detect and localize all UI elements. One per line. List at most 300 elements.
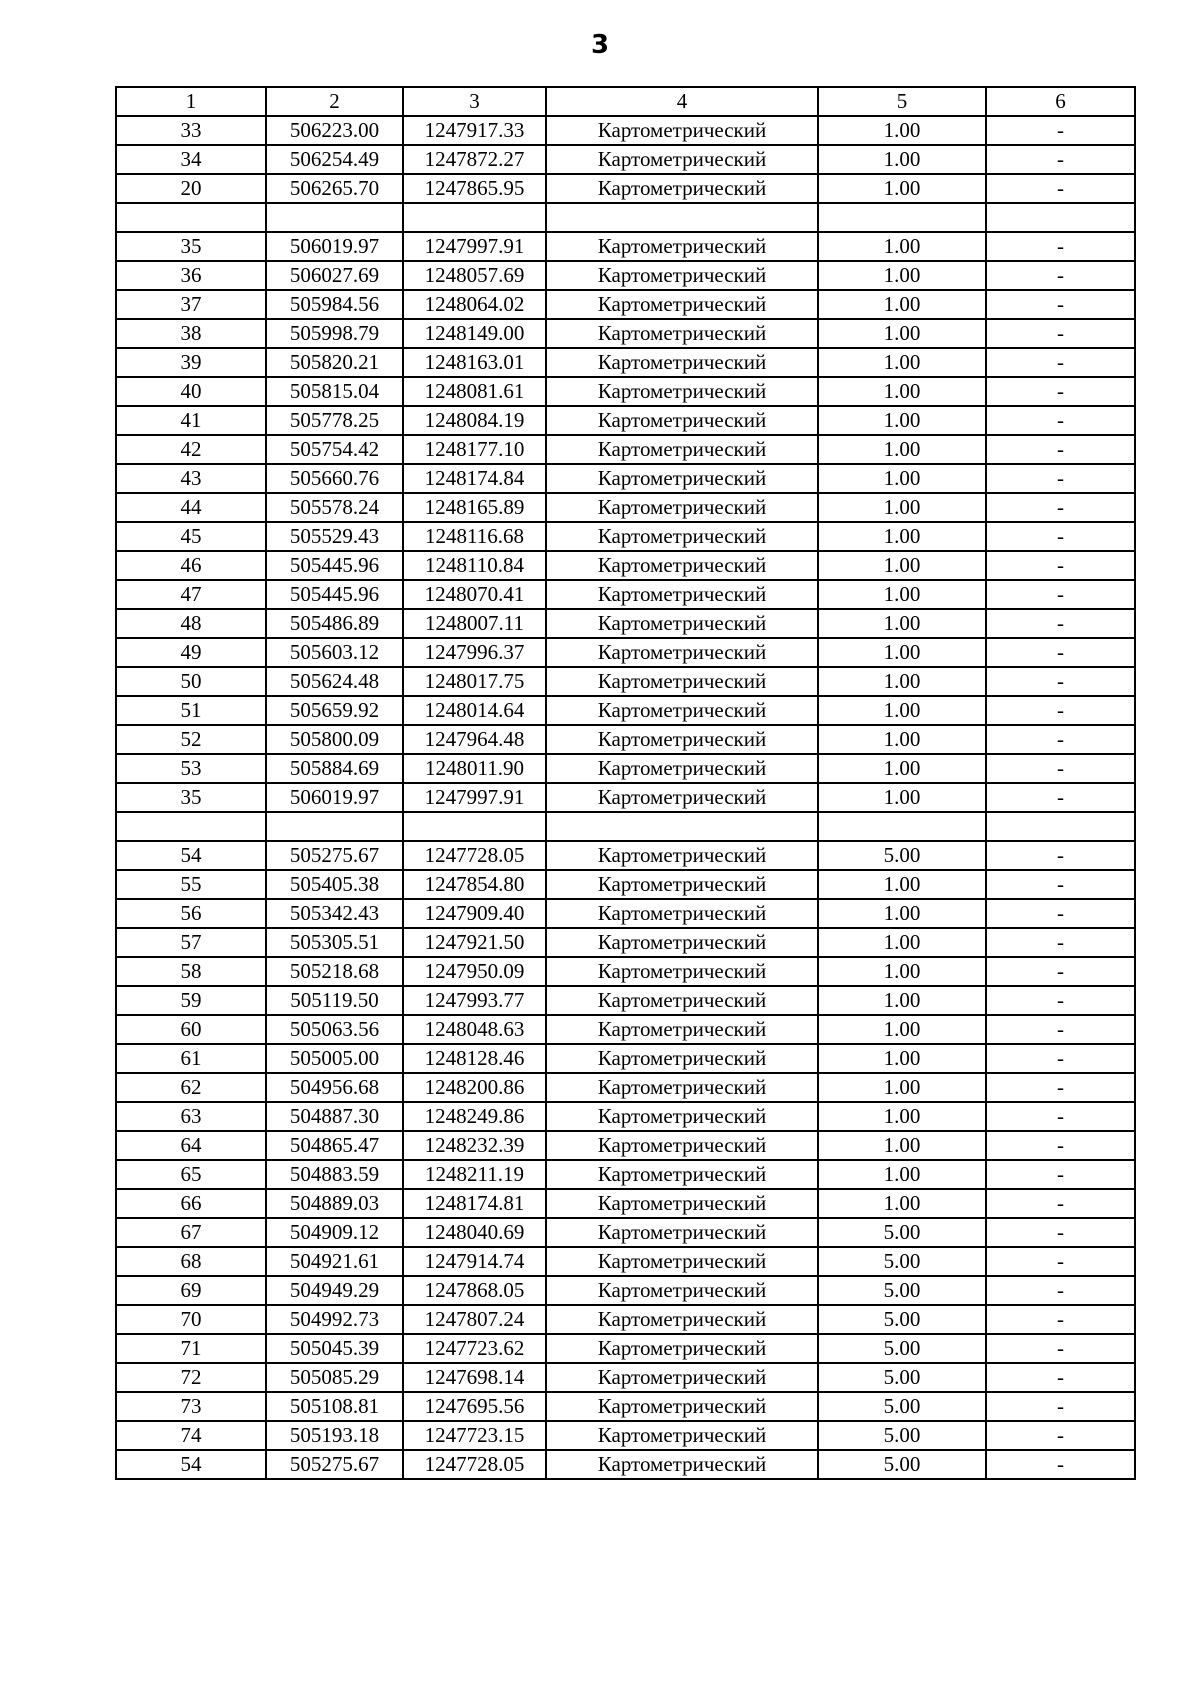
- table-cell: -: [986, 783, 1135, 812]
- table-row: [116, 145, 1135, 174]
- table-cell: 505998.79: [266, 319, 403, 348]
- table-cell: 1248017.75: [403, 667, 546, 696]
- table-cell: 1248040.69: [403, 1218, 546, 1247]
- table-cell: 5.00: [818, 1421, 986, 1450]
- table-cell: 1248070.41: [403, 580, 546, 609]
- table-row: [116, 1392, 1135, 1421]
- table-row: [116, 667, 1135, 696]
- table-cell: 505624.48: [266, 667, 403, 696]
- table-cell: -: [986, 1102, 1135, 1131]
- table-cell: 504883.59: [266, 1160, 403, 1189]
- table-cell: -: [986, 1218, 1135, 1247]
- table-cell: Картометрический: [546, 899, 818, 928]
- table-cell: 1248165.89: [403, 493, 546, 522]
- table-row: [116, 725, 1135, 754]
- table-cell: 505085.29: [266, 1363, 403, 1392]
- table-cell: Картометрический: [546, 841, 818, 870]
- table-cell: 55: [116, 870, 266, 899]
- table-cell: 505108.81: [266, 1392, 403, 1421]
- table-cell: 1248174.84: [403, 464, 546, 493]
- table-cell: -: [986, 1015, 1135, 1044]
- table-cell: 1248116.68: [403, 522, 546, 551]
- table-cell: 1247950.09: [403, 957, 546, 986]
- table-cell: 1.00: [818, 1044, 986, 1073]
- table-cell: 1247807.24: [403, 1305, 546, 1334]
- table-cell: 506019.97: [266, 783, 403, 812]
- table-cell: Картометрический: [546, 725, 818, 754]
- table-cell: Картометрический: [546, 522, 818, 551]
- table-cell: 505754.42: [266, 435, 403, 464]
- table-cell: 1.00: [818, 1073, 986, 1102]
- table-cell: 1.00: [818, 1189, 986, 1218]
- table-cell: -: [986, 667, 1135, 696]
- table-row: [116, 348, 1135, 377]
- table-cell: 47: [116, 580, 266, 609]
- table-cell: 43: [116, 464, 266, 493]
- table-cell: Картометрический: [546, 1247, 818, 1276]
- table-cell: 64: [116, 1131, 266, 1160]
- table-row: [116, 522, 1135, 551]
- table-cell: 505578.24: [266, 493, 403, 522]
- table-cell: 50: [116, 667, 266, 696]
- table-cell: 505275.67: [266, 841, 403, 870]
- table-cell: 1.00: [818, 261, 986, 290]
- table-cell: Картометрический: [546, 377, 818, 406]
- table-row: [116, 1334, 1135, 1363]
- table-cell: 1248084.19: [403, 406, 546, 435]
- table-cell: 1247917.33: [403, 116, 546, 145]
- table-cell: 1248057.69: [403, 261, 546, 290]
- table-cell: 39: [116, 348, 266, 377]
- table-cell: 1.00: [818, 319, 986, 348]
- table-cell: 1248149.00: [403, 319, 546, 348]
- table-cell: Картометрический: [546, 261, 818, 290]
- table-cell: Картометрический: [546, 1305, 818, 1334]
- table-row: [116, 203, 1135, 232]
- table-cell: Картометрический: [546, 986, 818, 1015]
- table-cell: 73: [116, 1392, 266, 1421]
- table-cell: 1.00: [818, 696, 986, 725]
- table-cell: 1248249.86: [403, 1102, 546, 1131]
- table-cell: 1.00: [818, 928, 986, 957]
- table-cell: 1247993.77: [403, 986, 546, 1015]
- table-row: [116, 1421, 1135, 1450]
- table-cell: 505486.89: [266, 609, 403, 638]
- table-cell: 505218.68: [266, 957, 403, 986]
- table-cell: 65: [116, 1160, 266, 1189]
- table-cell: -: [986, 1131, 1135, 1160]
- table-cell: 49: [116, 638, 266, 667]
- table-cell: 62: [116, 1073, 266, 1102]
- table-row: [116, 551, 1135, 580]
- header-cell: 1: [116, 87, 266, 116]
- table-cell: 37: [116, 290, 266, 319]
- table-cell: -: [986, 1392, 1135, 1421]
- table-row: [116, 580, 1135, 609]
- table-cell: 1.00: [818, 174, 986, 203]
- table-cell: 504949.29: [266, 1276, 403, 1305]
- table-cell: Картометрический: [546, 580, 818, 609]
- table-cell: -: [986, 435, 1135, 464]
- table-cell: 66: [116, 1189, 266, 1218]
- table-cell: 506019.97: [266, 232, 403, 261]
- table-cell: 46: [116, 551, 266, 580]
- table-cell: -: [986, 696, 1135, 725]
- table-cell: 70: [116, 1305, 266, 1334]
- table-cell: Картометрический: [546, 1189, 818, 1218]
- table-cell: -: [986, 1276, 1135, 1305]
- table-cell: 1248177.10: [403, 435, 546, 464]
- table-cell: Картометрический: [546, 116, 818, 145]
- table-cell: 72: [116, 1363, 266, 1392]
- table-cell: 61: [116, 1044, 266, 1073]
- table-cell: 1248081.61: [403, 377, 546, 406]
- table-cell: 1.00: [818, 580, 986, 609]
- table-row: [116, 1363, 1135, 1392]
- table-cell: Картометрический: [546, 783, 818, 812]
- table-cell: Картометрический: [546, 638, 818, 667]
- table-cell: 48: [116, 609, 266, 638]
- table-cell: [818, 203, 986, 232]
- table-cell: -: [986, 638, 1135, 667]
- table-cell: Картометрический: [546, 609, 818, 638]
- table-cell: 505445.96: [266, 580, 403, 609]
- table-cell: -: [986, 609, 1135, 638]
- table-cell: Картометрический: [546, 232, 818, 261]
- table-cell: 35: [116, 783, 266, 812]
- table-cell: [986, 203, 1135, 232]
- header-cell: 6: [986, 87, 1135, 116]
- table-cell: 60: [116, 1015, 266, 1044]
- table-cell: -: [986, 1073, 1135, 1102]
- table-cell: 1.00: [818, 377, 986, 406]
- table-cell: 1.00: [818, 1160, 986, 1189]
- table-cell: 1248128.46: [403, 1044, 546, 1073]
- table-cell: [818, 812, 986, 841]
- table-cell: 53: [116, 754, 266, 783]
- table-cell: -: [986, 319, 1135, 348]
- table-cell: -: [986, 1247, 1135, 1276]
- table-cell: 1248064.02: [403, 290, 546, 319]
- table-cell: Картометрический: [546, 667, 818, 696]
- table-cell: Картометрический: [546, 551, 818, 580]
- table-cell: 5.00: [818, 1247, 986, 1276]
- table-cell: Картометрический: [546, 1044, 818, 1073]
- table-cell: Картометрический: [546, 754, 818, 783]
- table-cell: 1248163.01: [403, 348, 546, 377]
- table-cell: -: [986, 551, 1135, 580]
- header-cell: 4: [546, 87, 818, 116]
- table-row: [116, 638, 1135, 667]
- table-cell: -: [986, 377, 1135, 406]
- table-row: [116, 812, 1135, 841]
- table-row: [116, 464, 1135, 493]
- table-row: [116, 1276, 1135, 1305]
- table-cell: -: [986, 1421, 1135, 1450]
- table-cell: 44: [116, 493, 266, 522]
- table-row: [116, 1189, 1135, 1218]
- table-cell: 505305.51: [266, 928, 403, 957]
- table-cell: -: [986, 261, 1135, 290]
- table-cell: 5.00: [818, 1334, 986, 1363]
- table-cell: Картометрический: [546, 696, 818, 725]
- table-cell: -: [986, 899, 1135, 928]
- table-cell: -: [986, 1160, 1135, 1189]
- table-cell: 1247698.14: [403, 1363, 546, 1392]
- table-cell: Картометрический: [546, 1131, 818, 1160]
- table-cell: 1.00: [818, 116, 986, 145]
- table-cell: -: [986, 406, 1135, 435]
- table-cell: 1247723.15: [403, 1421, 546, 1450]
- table-row: [116, 319, 1135, 348]
- table-cell: 1247728.05: [403, 841, 546, 870]
- table-cell: 505984.56: [266, 290, 403, 319]
- table-cell: 1247872.27: [403, 145, 546, 174]
- table-cell: 1.00: [818, 435, 986, 464]
- header-cell: 2: [266, 87, 403, 116]
- table-cell: -: [986, 928, 1135, 957]
- table-cell: 1247921.50: [403, 928, 546, 957]
- table-row: [116, 1102, 1135, 1131]
- table-cell: 1.00: [818, 899, 986, 928]
- table-cell: -: [986, 841, 1135, 870]
- table-cell: 5.00: [818, 1363, 986, 1392]
- table-cell: -: [986, 870, 1135, 899]
- table-cell: -: [986, 174, 1135, 203]
- table-cell: 63: [116, 1102, 266, 1131]
- table-cell: 51: [116, 696, 266, 725]
- table-cell: 505884.69: [266, 754, 403, 783]
- table-cell: 1248211.19: [403, 1160, 546, 1189]
- table-cell: 505275.67: [266, 1450, 403, 1479]
- table-cell: 505005.00: [266, 1044, 403, 1073]
- table-cell: 1.00: [818, 957, 986, 986]
- table-cell: [546, 812, 818, 841]
- table-row: [116, 1450, 1135, 1479]
- table-cell: Картометрический: [546, 1102, 818, 1131]
- table-cell: 52: [116, 725, 266, 754]
- table-cell: 505045.39: [266, 1334, 403, 1363]
- table-cell: -: [986, 116, 1135, 145]
- table-cell: 68: [116, 1247, 266, 1276]
- table-cell: 69: [116, 1276, 266, 1305]
- table-cell: Картометрический: [546, 1073, 818, 1102]
- table-cell: 1247723.62: [403, 1334, 546, 1363]
- table-cell: 1248174.81: [403, 1189, 546, 1218]
- table-row: [116, 377, 1135, 406]
- table-cell: Картометрический: [546, 1334, 818, 1363]
- table-cell: 1.00: [818, 522, 986, 551]
- table-cell: 5.00: [818, 1392, 986, 1421]
- table-cell: 1247868.05: [403, 1276, 546, 1305]
- table-cell: 71: [116, 1334, 266, 1363]
- table-cell: 5.00: [818, 1218, 986, 1247]
- table-cell: 1248232.39: [403, 1131, 546, 1160]
- table-cell: Картометрический: [546, 406, 818, 435]
- table-cell: 56: [116, 899, 266, 928]
- table-cell: 54: [116, 1450, 266, 1479]
- table-cell: 67: [116, 1218, 266, 1247]
- table-row: [116, 435, 1135, 464]
- table-cell: 504889.03: [266, 1189, 403, 1218]
- table-cell: 506265.70: [266, 174, 403, 203]
- table-cell: Картометрический: [546, 174, 818, 203]
- table-cell: 1.00: [818, 609, 986, 638]
- table-cell: 1.00: [818, 754, 986, 783]
- table-row: [116, 957, 1135, 986]
- table-row: [116, 1044, 1135, 1073]
- table-cell: Картометрический: [546, 1450, 818, 1479]
- table-row: [116, 493, 1135, 522]
- table-cell: [266, 812, 403, 841]
- table-cell: Картометрический: [546, 145, 818, 174]
- table-cell: 1.00: [818, 464, 986, 493]
- table-cell: 504887.30: [266, 1102, 403, 1131]
- table-cell: Картометрический: [546, 493, 818, 522]
- table-cell: 1.00: [818, 493, 986, 522]
- table-cell: 1.00: [818, 232, 986, 261]
- table-cell: 1.00: [818, 1131, 986, 1160]
- table-cell: Картометрический: [546, 957, 818, 986]
- table-cell: 1.00: [818, 725, 986, 754]
- table-row: [116, 116, 1135, 145]
- table-cell: Картометрический: [546, 1015, 818, 1044]
- table-cell: 1247997.91: [403, 783, 546, 812]
- table-cell: 505193.18: [266, 1421, 403, 1450]
- table-row: [116, 696, 1135, 725]
- table-cell: 505342.43: [266, 899, 403, 928]
- table-cell: Картометрический: [546, 435, 818, 464]
- table-cell: [116, 812, 266, 841]
- table-cell: 505659.92: [266, 696, 403, 725]
- table-row: [116, 1160, 1135, 1189]
- table-cell: Картометрический: [546, 348, 818, 377]
- table-cell: [266, 203, 403, 232]
- table-cell: Картометрический: [546, 928, 818, 957]
- table-cell: -: [986, 957, 1135, 986]
- table-cell: -: [986, 754, 1135, 783]
- table-cell: 505063.56: [266, 1015, 403, 1044]
- table-cell: 5.00: [818, 1305, 986, 1334]
- table-row: [116, 406, 1135, 435]
- table-cell: -: [986, 986, 1135, 1015]
- table-cell: 38: [116, 319, 266, 348]
- table-cell: 34: [116, 145, 266, 174]
- table-cell: 1248011.90: [403, 754, 546, 783]
- table-cell: 5.00: [818, 841, 986, 870]
- table-cell: -: [986, 493, 1135, 522]
- table-cell: 505778.25: [266, 406, 403, 435]
- table-cell: 1248110.84: [403, 551, 546, 580]
- table-cell: 1.00: [818, 783, 986, 812]
- table-cell: -: [986, 290, 1135, 319]
- table-cell: 505603.12: [266, 638, 403, 667]
- table-cell: 506027.69: [266, 261, 403, 290]
- table-row: [116, 986, 1135, 1015]
- table-cell: 504921.61: [266, 1247, 403, 1276]
- table-cell: [403, 812, 546, 841]
- table-cell: -: [986, 580, 1135, 609]
- table-row: [116, 174, 1135, 203]
- table-cell: 1.00: [818, 348, 986, 377]
- table-row: [116, 754, 1135, 783]
- table-cell: 504992.73: [266, 1305, 403, 1334]
- table-row: [116, 1218, 1135, 1247]
- table-row: [116, 1015, 1135, 1044]
- table-cell: 1247728.05: [403, 1450, 546, 1479]
- table-cell: -: [986, 725, 1135, 754]
- table-cell: -: [986, 522, 1135, 551]
- table-cell: [546, 203, 818, 232]
- table-row: [116, 1073, 1135, 1102]
- table-cell: 36: [116, 261, 266, 290]
- table-cell: 504909.12: [266, 1218, 403, 1247]
- table-row: [116, 841, 1135, 870]
- table-row: [116, 1131, 1135, 1160]
- table-cell: 505445.96: [266, 551, 403, 580]
- table-cell: Картометрический: [546, 1392, 818, 1421]
- table-row: [116, 783, 1135, 812]
- table-cell: -: [986, 1334, 1135, 1363]
- table-cell: Картометрический: [546, 319, 818, 348]
- table-cell: 1.00: [818, 1015, 986, 1044]
- header-cell: 3: [403, 87, 546, 116]
- table-cell: 1248007.11: [403, 609, 546, 638]
- table-cell: 57: [116, 928, 266, 957]
- table-cell: 1.00: [818, 406, 986, 435]
- table-cell: 1248014.64: [403, 696, 546, 725]
- table-cell: 1247914.74: [403, 1247, 546, 1276]
- table-cell: 33: [116, 116, 266, 145]
- table-cell: Картометрический: [546, 290, 818, 319]
- table-cell: 1248048.63: [403, 1015, 546, 1044]
- table-row: [116, 1305, 1135, 1334]
- table-cell: 40: [116, 377, 266, 406]
- table-row: [116, 261, 1135, 290]
- table-cell: 505820.21: [266, 348, 403, 377]
- table-cell: [116, 203, 266, 232]
- table-cell: 1.00: [818, 1102, 986, 1131]
- header-cell: 5: [818, 87, 986, 116]
- table-cell: 74: [116, 1421, 266, 1450]
- table-cell: 505529.43: [266, 522, 403, 551]
- table-cell: 58: [116, 957, 266, 986]
- table-cell: [986, 812, 1135, 841]
- page-number: 3: [590, 30, 610, 60]
- table-cell: 504865.47: [266, 1131, 403, 1160]
- table-cell: 45: [116, 522, 266, 551]
- table-cell: -: [986, 348, 1135, 377]
- table-cell: -: [986, 1363, 1135, 1392]
- table-cell: -: [986, 1305, 1135, 1334]
- table-cell: Картометрический: [546, 870, 818, 899]
- table-row: [116, 609, 1135, 638]
- table-cell: 42: [116, 435, 266, 464]
- table-cell: 1247964.48: [403, 725, 546, 754]
- table-cell: -: [986, 1044, 1135, 1073]
- table-cell: -: [986, 145, 1135, 174]
- table-cell: 59: [116, 986, 266, 1015]
- table-cell: 20: [116, 174, 266, 203]
- table-cell: 1.00: [818, 638, 986, 667]
- table-cell: 1.00: [818, 290, 986, 319]
- table-cell: 505660.76: [266, 464, 403, 493]
- table-row: [116, 870, 1135, 899]
- table-cell: Картометрический: [546, 1160, 818, 1189]
- table-cell: -: [986, 232, 1135, 261]
- table-row: [116, 232, 1135, 261]
- table-cell: Картометрический: [546, 1276, 818, 1305]
